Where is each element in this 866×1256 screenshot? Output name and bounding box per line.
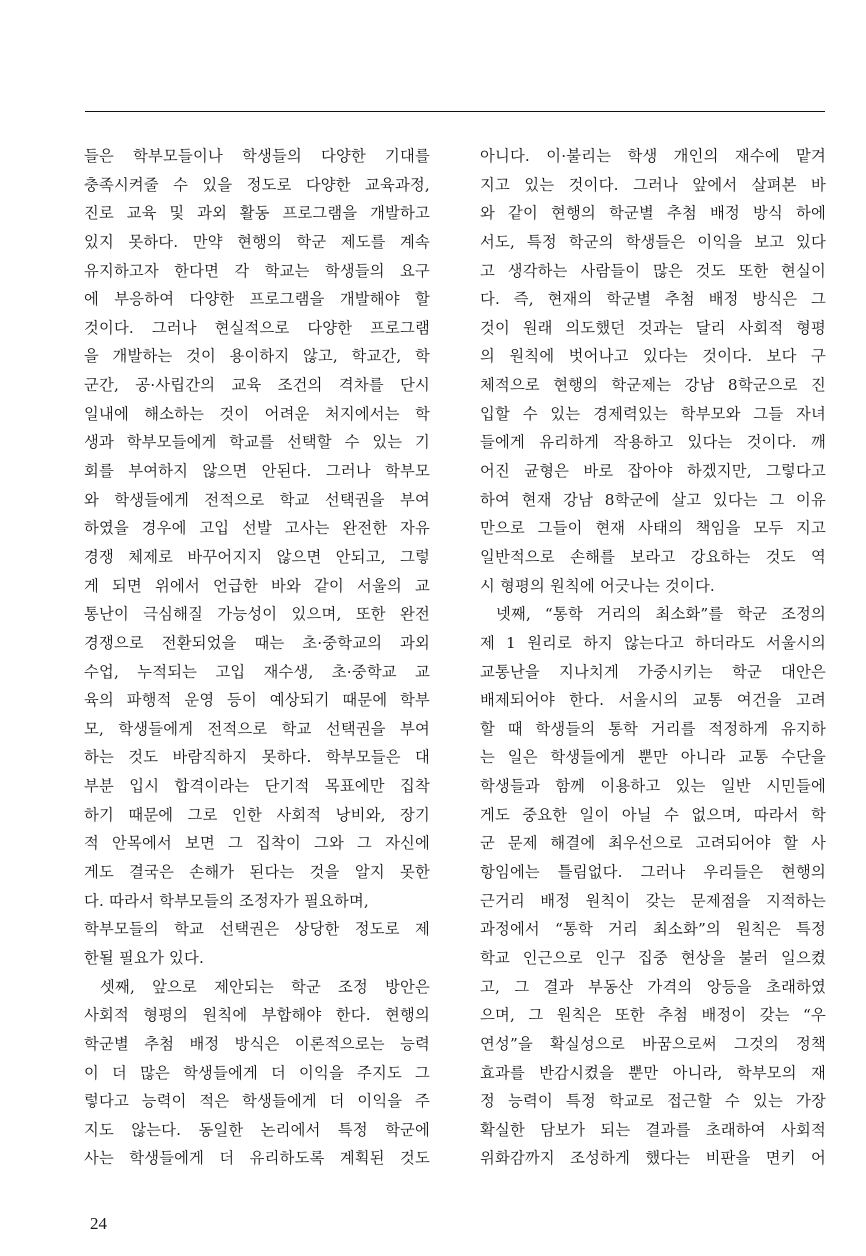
text-line: 의 원칙에 벗어나고 있다는 것이다. 보다 구 (480, 347, 826, 366)
text-line: 배제되어야 한다. 서울시의 교통 여건을 고려 (480, 691, 826, 710)
text-line: 하기 때문에 그로 인한 사회적 낭비와, 장기 (84, 805, 430, 824)
text-line: 것이다. 그러나 현실적으로 다양한 프로그램 (84, 318, 430, 337)
text-line: 육의 파행적 운영 등이 예상되기 때문에 학부 (84, 691, 430, 710)
text-line: 와 학생들에게 전적으로 학교 선택권을 부여 (84, 490, 430, 509)
header-rule (85, 111, 825, 112)
text-line: 들에게 유리하게 작용하고 있다는 것이다. 깨 (480, 433, 826, 452)
text-line: 정 능력이 특정 학교로 접근할 수 있는 가장 (480, 1092, 826, 1111)
text-line: 고 생각하는 사람들이 많은 것도 또한 현실이 (480, 261, 826, 280)
right-column (480, 142, 826, 1173)
text-line: 지도 않는다. 동일한 논리에서 특정 학군에 (84, 1120, 430, 1139)
text-line: 교통난을 지나치게 가중시키는 학군 대안은 (480, 662, 826, 681)
left-column (84, 142, 430, 1173)
paragraph-end-line: 시 형평의 원칙에 어긋나는 것이다. (480, 576, 715, 595)
text-line: 일내에 해소하는 것이 어려운 처지에서는 학 (84, 404, 430, 423)
text-line: 하는 것도 바람직하지 못하다. 학부모들은 대 (84, 748, 430, 767)
text-line: 이 더 많은 학생들에게 더 이익을 주지도 그 (84, 1063, 430, 1082)
text-line: 모, 학생들에게 전적으로 학교 선택권을 부여 (84, 719, 430, 738)
text-line: 유지하고자 한다면 각 학교는 학생들의 요구 (84, 261, 430, 280)
text-line: 지고 있는 것이다. 그러나 앞에서 살펴본 바 (480, 175, 826, 194)
text-line: 학생들과 함께 이용하고 있는 일반 시민들에 (480, 777, 826, 796)
text-line: 으며, 그 원칙은 또한 추첨 배정이 갖는 “우 (480, 1006, 826, 1025)
paragraph-start-line: 셋째, 앞으로 제안되는 학군 조정 방안은 (100, 977, 430, 996)
text-line: 사는 학생들에게 더 유리하도록 계획된 것도 (84, 1149, 430, 1168)
text-line: 생과 학부모들에게 학교를 선택할 수 있는 기 (84, 433, 430, 452)
text-line: 항임에는 틀림없다. 그러나 우리들은 현행의 (480, 863, 826, 882)
text-line: 들은 학부모들이나 학생들의 다양한 기대를 (84, 147, 430, 165)
text-line: 확실한 담보가 되는 결과를 초래하여 사회적 (480, 1120, 826, 1139)
text-line: 위화감까지 조성하게 했다는 비판을 면키 어 (480, 1149, 826, 1168)
text-line: 아니다. 이·불리는 학생 개인의 재수에 맡겨 (480, 147, 826, 165)
text-line: 수업, 누적되는 고입 재수생, 초·중학교 교 (84, 662, 430, 681)
text-line: 서도, 특정 학군의 학생들은 이익을 보고 있다 (480, 232, 826, 251)
text-line: 통난이 극심해질 가능성이 있으며, 또한 완전 (84, 605, 430, 624)
text-line: 연성”을 확실성으로 바꿈으로써 그것의 정책 (480, 1034, 826, 1053)
text-line: 입할 수 있는 경제력있는 학부모와 그들 자녀 (480, 404, 826, 423)
text-line: 다. 따라서 학부모들의 조정자가 필요하며, (84, 891, 369, 910)
text-line: 부분 입시 합격이라는 단기적 목표에만 집착 (84, 777, 430, 796)
text-line: 근거리 배정 원칙이 갖는 문제점을 지적하는 (480, 891, 826, 910)
paragraph-end-line: 한될 필요가 있다. (84, 948, 205, 967)
text-line: 하여 현재 강남 8학군에 살고 있다는 그 이유 (480, 490, 826, 509)
text-line: 진로 교육 및 과외 활동 프로그램을 개발하고 (84, 204, 430, 223)
text-line: 군간, 공·사립간의 교육 조건의 격차를 단시 (84, 376, 430, 395)
text-line: 게 되면 위에서 언급한 바와 같이 서울의 교 (84, 576, 430, 595)
text-line: 과정에서 “통학 거리 최소화”의 원칙은 특정 (480, 920, 826, 939)
paragraph-start-line: 넷째, “통학 거리의 최소화”를 학군 조정의 (496, 605, 826, 624)
text-line: 충족시켜줄 수 있을 정도로 다양한 교육과정, (84, 175, 430, 194)
text-line: 학부모들의 학교 선택권은 상당한 정도로 제 (84, 920, 430, 939)
text-line: 학군별 추첨 배정 방식은 이론적으로는 능력 (84, 1034, 430, 1053)
text-line: 사회적 형평의 원칙에 부합해야 한다. 현행의 (84, 1006, 430, 1025)
text-line: 을 개발하는 것이 용이하지 않고, 학교간, 학 (84, 347, 430, 366)
text-line: 있지 못하다. 만약 현행의 학군 제도를 계속 (84, 232, 430, 251)
text-line: 적 안목에서 보면 그 집착이 그와 그 자신에 (84, 834, 430, 853)
text-line: 학교 인근으로 인구 집중 현상을 불러 일으켰 (480, 948, 826, 967)
text-line: 것이 원래 의도했던 것과는 달리 사회적 형평 (480, 318, 826, 337)
text-line: 와 같이 현행의 학군별 추첨 배정 방식 하에 (480, 204, 826, 223)
text-line: 렇다고 능력이 적은 학생들에게 더 이익을 주 (84, 1092, 430, 1111)
page-number: 24 (90, 1214, 107, 1233)
text-line: 는 일은 학생들에게 뿐만 아니라 교통 수단을 (480, 748, 826, 767)
text-line: 체적으로 현행의 학군제는 강남 8학군으로 진 (480, 376, 826, 395)
text-line: 회를 부여하지 않으면 안된다. 그러나 학부모 (84, 462, 430, 481)
text-line: 경쟁으로 전환되었을 때는 초·중학교의 과외 (84, 633, 430, 652)
text-line: 할 때 학생들의 통학 거리를 적정하게 유지하 (480, 719, 826, 738)
text-line: 제 1 원리로 하지 않는다고 하더라도 서울시의 (480, 633, 826, 652)
text-line: 군 문제 해결에 최우선으로 고려되어야 할 사 (480, 834, 826, 853)
text-line: 하였을 경우에 고입 선발 고사는 완전한 자유 (84, 519, 430, 538)
text-line: 게도 중요한 일이 아닐 수 없으며, 따라서 학 (480, 805, 826, 824)
text-line: 경쟁 체제로 바꾸어지지 않으면 안되고, 그렇 (84, 547, 430, 566)
text-line: 일반적으로 손해를 보라고 강요하는 것도 역 (480, 547, 826, 566)
text-line: 만으로 그들이 현재 사태의 책임을 모두 지고 (480, 519, 826, 538)
text-line: 에 부응하여 다양한 프로그램을 개발해야 할 (84, 290, 430, 309)
text-line: 게도 결국은 손해가 된다는 것을 알지 못한 (84, 863, 430, 882)
text-line: 효과를 반감시켰을 뿐만 아니라, 학부모의 재 (480, 1063, 826, 1082)
text-line: 어진 균형은 바로 잡아야 하겠지만, 그렇다고 (480, 462, 826, 481)
text-line: 다. 즉, 현재의 학군별 추첨 배정 방식은 그 (480, 290, 826, 309)
text-line: 고, 그 결과 부동산 가격의 앙등을 초래하였 (480, 977, 826, 996)
